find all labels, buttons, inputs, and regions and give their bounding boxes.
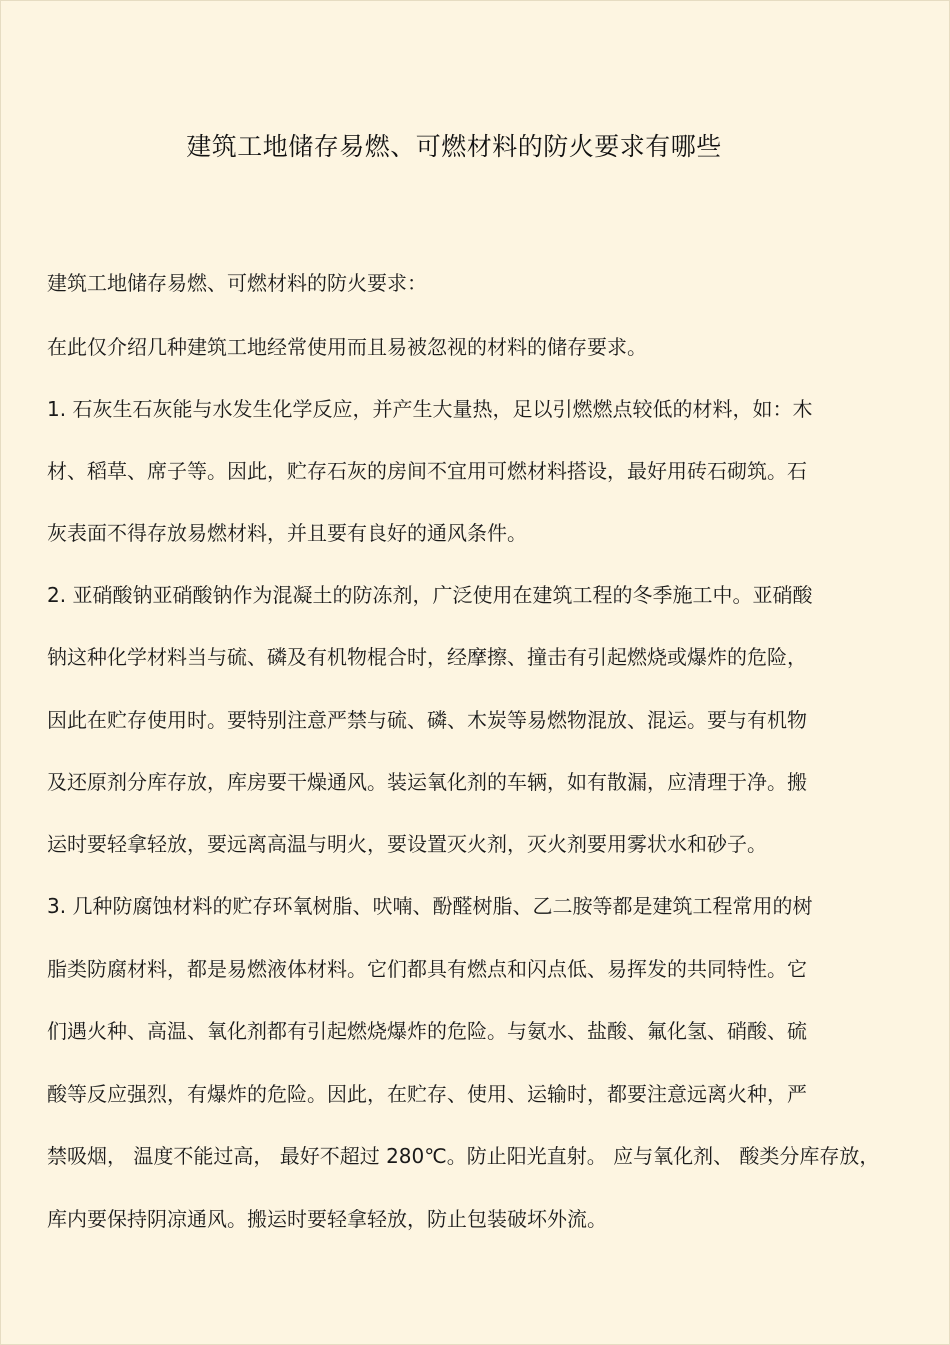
body-line: 建筑工地储存易燃、可燃材料的防火要求： bbox=[47, 271, 427, 295]
body-line: 库内要保持阴凉通风。搬运时要轻拿轻放，防止包装破坏外流。 bbox=[47, 1207, 607, 1231]
body-line: 因此在贮存使用时。要特别注意严禁与硫、磷、木炭等易燃物混放、混运。要与有机物 bbox=[47, 708, 807, 732]
body-line: 酸等反应强烈，有爆炸的危险。因此，在贮存、使用、运输时，都要注意远离火种，严 bbox=[47, 1082, 807, 1106]
body-line: 1. 石灰生石灰能与水发生化学反应，并产生大量热，足以引燃燃点较低的材料，如：木 bbox=[47, 397, 813, 421]
document-title: 建筑工地储存易燃、可燃材料的防火要求有哪些 bbox=[186, 132, 722, 161]
body-line: 材、稻草、席子等。因此，贮存石灰的房间不宜用可燃材料搭设，最好用砖石砌筑。石 bbox=[47, 459, 807, 483]
body-line: 及还原剂分库存放，库房要干燥通风。装运氧化剂的车辆，如有散漏，应清理于净。搬 bbox=[47, 770, 807, 794]
body-line: 3. 几种防腐蚀材料的贮存环氧树脂、吠喃、酚醛树脂、乙二胺等都是建筑工程常用的树 bbox=[47, 894, 813, 918]
body-line: 禁吸烟， 温度不能过高， 最好不超过 280℃。防止阳光直射。 应与氧化剂、 酸类分库存放， bbox=[47, 1144, 880, 1168]
body-line: 在此仅介绍几种建筑工地经常使用而且易被忽视的材料的储存要求。 bbox=[47, 335, 647, 359]
body-line: 脂类防腐材料，都是易燃液体材料。它们都具有燃点和闪点低、易挥发的共同特性。它 bbox=[47, 957, 807, 981]
body-line: 灰表面不得存放易燃材料，并且要有良好的通风条件。 bbox=[47, 521, 527, 545]
body-line: 们遇火种、高温、氧化剂都有引起燃烧爆炸的危险。与氨水、盐酸、氟化氢、硝酸、硫 bbox=[47, 1019, 807, 1043]
body-line: 2. 亚硝酸钠亚硝酸钠作为混凝土的防冻剂，广泛使用在建筑工程的冬季施工中。亚硝酸 bbox=[47, 583, 813, 607]
body-line: 运时要轻拿轻放，要远离高温与明火，要设置灭火剂，灭火剂要用雾状水和砂子。 bbox=[47, 832, 767, 856]
body-line: 钠这种化学材料当与硫、磷及有机物棍合时，经摩擦、撞击有引起燃烧或爆炸的危险， bbox=[47, 645, 807, 669]
